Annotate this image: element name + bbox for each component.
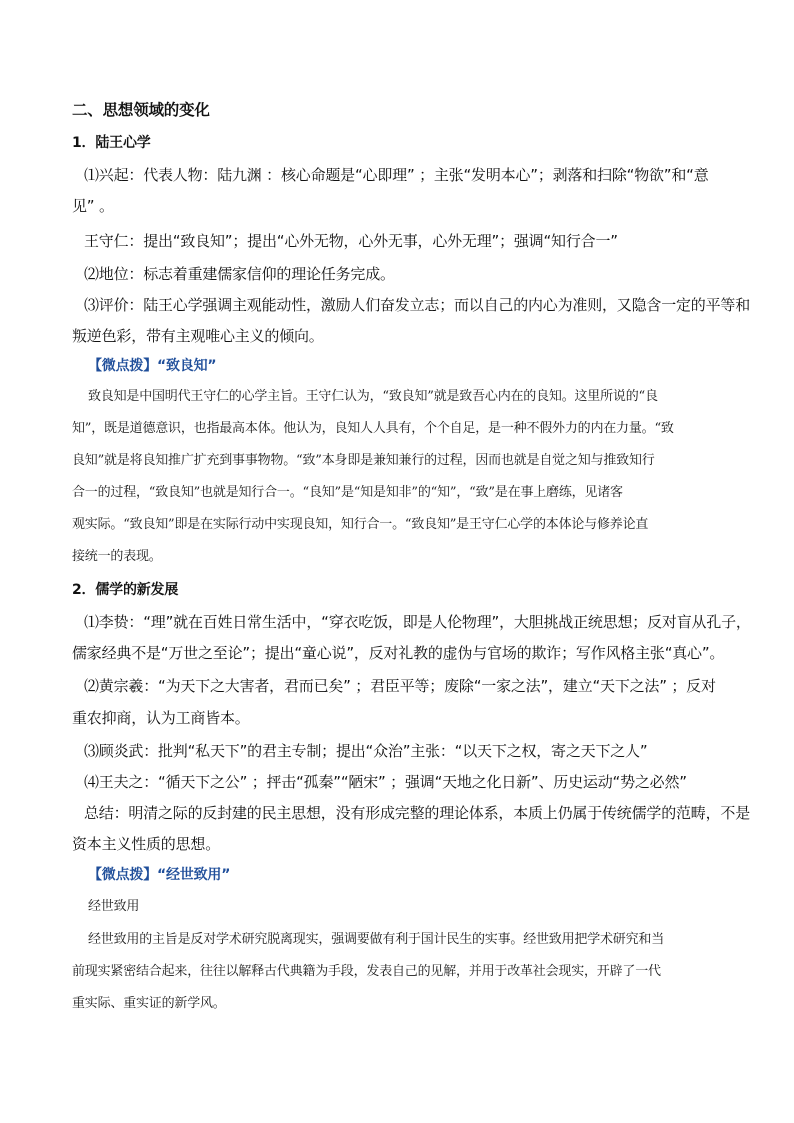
paragraph-line: 儒家经典不是“万世之至论”；提出“童心说”，反对礼教的虚伪与官场的欺诈；写作风格主张“真心”。 <box>72 644 725 662</box>
tip-line: 经世致用 <box>88 899 140 914</box>
section-title: 二、思想领域的变化 <box>72 101 210 119</box>
paragraph-line: ⑷王夫之：“循天下之公” ；抨击“孤秦”“陋宋” ；强调“天地之化日新”、历史运动“势之必然” <box>84 773 687 791</box>
tip-title: 【微点拨】“致良知” <box>88 358 217 374</box>
tip-line: 致良知是中国明代王守仁的心学主旨。王守仁认为，“致良知”就是致吾心内在的良知。这里所说的“良 <box>88 389 658 404</box>
paragraph-line: 叛逆色彩，带有主观唯心主义的倾向。 <box>72 327 324 345</box>
paragraph-line: 总结：明清之际的反封建的民主思想，没有形成完整的理论体系，本质上仍属于传统儒学的范畴，不是 <box>84 804 751 822</box>
subsection-title: 2．儒学的新发展 <box>72 582 179 598</box>
paragraph-line: ⑴兴起：代表人物：陆九渊 ：核心命题是“心即理” ；主张“发明本心”；剥落和扫除“物欲”和“意 <box>84 166 709 184</box>
subsection-title: 1．陆王心学 <box>72 135 151 151</box>
paragraph-line: ⑶评价：陆王心学强调主观能动性，激励人们奋发立志；而以自己的内心为准则，又隐含一定的平等和 <box>84 296 751 314</box>
tip-line: 知”，既是道德意识，也指最高本体。他认为，良知人人具有，个个自足，是一种不假外力的内在力量。“致 <box>72 421 674 436</box>
paragraph-line: 资本主义性质的思想。 <box>72 835 221 853</box>
tip-line: 良知”就是将良知推广扩充到事事物物。“致”本身即是兼知兼行的过程，因而也就是自觉之知与推致知行 <box>72 453 655 468</box>
tip-title: 【微点拨】“经世致用” <box>88 867 231 883</box>
paragraph-line: 见” 。 <box>72 197 114 215</box>
paragraph-line: ⑵地位：标志着重建儒家信仰的理论任务完成。 <box>84 265 395 283</box>
tip-line: 重实际、重实证的新学风。 <box>72 996 226 1011</box>
tip-line: 观实际。“致良知”即是在实际行动中实现良知，知行合一。“致良知”是王守仁心学的本体论与修养论直 <box>72 517 649 532</box>
paragraph-line: 重农抑商，认为工商皆本。 <box>72 709 250 727</box>
tip-line: 接统一的表现。 <box>72 549 162 564</box>
paragraph-line: ⑴李贽：“理”就在百姓日常生活中，“穿衣吃饭，即是人伦物理”，大胆挑战正统思想；反对盲从孔子， <box>84 613 751 631</box>
paragraph-line: ⑶顾炎武：批判“私天下”的君主专制；提出“众治”主张：“以天下之权，寄之天下之人” <box>84 742 648 760</box>
tip-line: 经世致用的主旨是反对学术研究脱离现实，强调要做有利于国计民生的实事。经世致用把学术研究和当 <box>88 932 665 947</box>
tip-line: 前现实紧密结合起来，往往以解释古代典籍为手段，发表自己的见解，并用于改革社会现实，开辟了一代 <box>72 964 661 979</box>
tip-line: 合一的过程，“致良知”也就是知行合一。“良知”是“知是知非”的“知”，“致”是在事上磨练，见诸客 <box>72 485 623 500</box>
paragraph-line: ⑵黄宗羲：“为天下之大害者，君而已矣” ；君臣平等；废除“一家之法”，建立“天下之法” ；反对 <box>84 677 716 695</box>
paragraph-line: 王守仁：提出“致良知”；提出“心外无物，心外无事，心外无理”；强调“知行合一” <box>84 232 618 250</box>
